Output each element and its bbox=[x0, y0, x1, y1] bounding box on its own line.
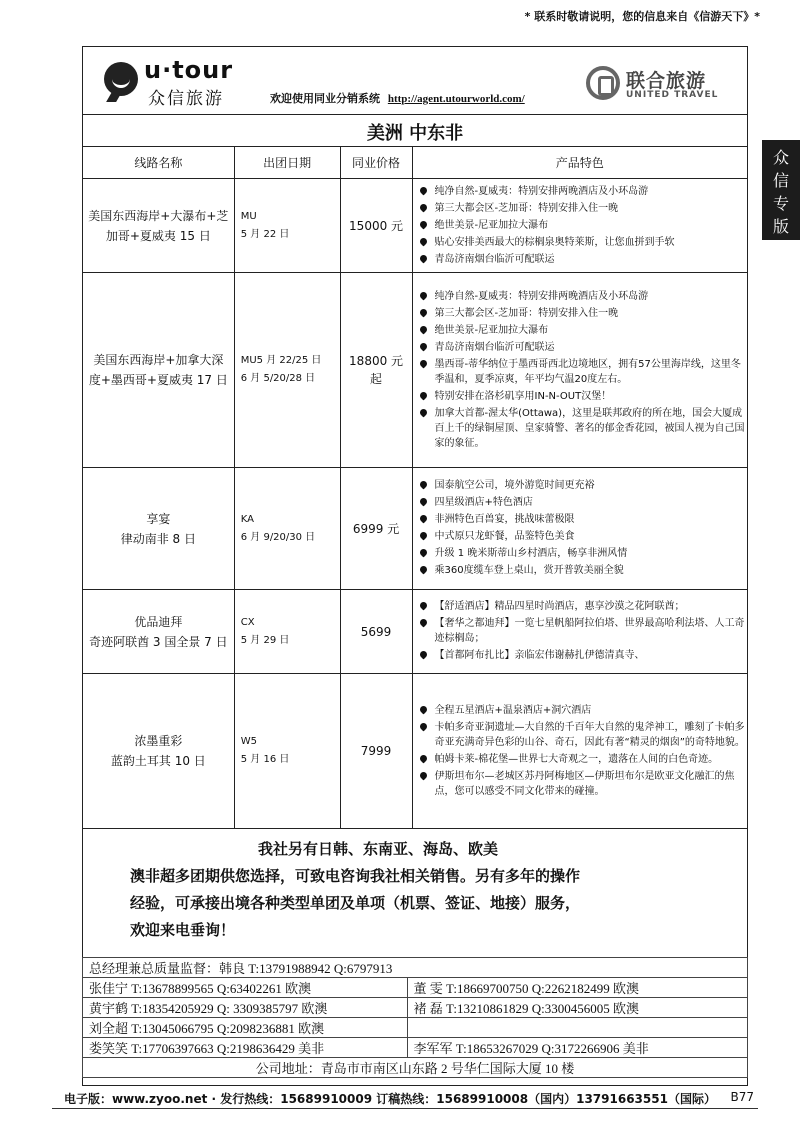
table-row bbox=[83, 674, 748, 829]
feature-item: 四星级酒店+特色酒店 bbox=[419, 495, 745, 510]
feature-item: 绝世美景-尼亚加拉大瀑布 bbox=[419, 323, 745, 338]
contact-cell: 李军军 T:18653267029 Q:3172266906 美非 bbox=[407, 1038, 747, 1058]
date-line: W5 bbox=[240, 736, 257, 747]
price-line: 5699 bbox=[360, 624, 392, 639]
feature-item: 伊斯坦布尔—老城区苏丹阿梅地区—伊斯坦布尔是欧亚文化融汇的焦点，您可以感受不同文化带来的碰撞。 bbox=[419, 769, 745, 799]
price bbox=[340, 590, 412, 674]
section-title: 美洲 中东非 bbox=[82, 114, 748, 145]
route-name-line: 律动南非 8 日 bbox=[120, 531, 196, 546]
contact-cell: 张佳宁 T:13678899565 Q:63402261 欧澳 bbox=[83, 978, 408, 998]
date-line: MU bbox=[240, 210, 257, 222]
route-name-line: 加哥+夏威夷 15 日 bbox=[105, 228, 211, 243]
depart-date bbox=[234, 273, 340, 468]
contact-row bbox=[83, 998, 748, 1018]
table-header-row bbox=[83, 147, 748, 179]
contact-row bbox=[83, 958, 748, 978]
price-line: 6999 元 bbox=[352, 521, 400, 536]
date-line: 5 月 22 日 bbox=[240, 228, 290, 240]
features bbox=[412, 674, 747, 829]
company-address: 公司地址：青岛市市南区山东路 2 号华仁国际大厦 10 楼 bbox=[83, 1058, 748, 1078]
depart-date bbox=[234, 468, 340, 590]
route-name bbox=[83, 179, 235, 273]
united-travel-emblem-icon bbox=[586, 66, 620, 100]
feature-item: 国泰航空公司，境外游览时间更充裕 bbox=[419, 478, 745, 493]
feature-item: 乘360度缆车登上桌山，赏开普敦美丽全貌 bbox=[419, 563, 745, 578]
route-name-line: 奇迹阿联酋 3 国全景 7 日 bbox=[89, 634, 228, 649]
table-row bbox=[83, 179, 748, 273]
promo-text bbox=[130, 836, 730, 944]
table-row bbox=[83, 468, 748, 590]
date-line: MU5 月 22/25 日 bbox=[240, 355, 322, 366]
contact-cell bbox=[407, 1018, 747, 1038]
header-price: 同业价格 bbox=[340, 147, 412, 179]
date-line: CX bbox=[240, 616, 255, 628]
price bbox=[340, 179, 412, 273]
contact-cell: 褚 磊 T:13210861829 Q:3300456005 欧澳 bbox=[407, 998, 747, 1018]
page-number: B77 bbox=[730, 1090, 754, 1104]
feature-item: 全程五星酒店+温泉酒店+洞穴酒店 bbox=[419, 703, 745, 718]
promo-line: 澳非超多团期供您选择，可致电咨询我社相关销售。另有多年的操作 bbox=[130, 867, 581, 885]
contact-row bbox=[83, 978, 748, 998]
feature-item: 非洲特色百兽宴，挑战味蕾极限 bbox=[419, 512, 745, 527]
route-name bbox=[83, 674, 235, 829]
welcome-line bbox=[270, 90, 525, 106]
features bbox=[412, 590, 747, 674]
header-depart-date: 出团日期 bbox=[234, 147, 340, 179]
footer-divider bbox=[52, 1108, 758, 1109]
depart-date bbox=[234, 179, 340, 273]
feature-item: 纯净自然-夏威夷：特别安排两晚酒店及小环岛游 bbox=[419, 289, 745, 304]
feature-item: 【奢华之都迪拜】一览七星帆船阿拉伯塔、世界最高哈利法塔、人工奇迹棕榈岛； bbox=[419, 616, 745, 646]
feature-item: 加拿大首都-渥太华(Ottawa)，这里是联邦政府的所在地，国会大厦成百上千的绿铜屋顶、皇家骑警、著名的郁金香花园，被国人视为自己国家的象征。 bbox=[419, 406, 745, 451]
footer-text: 电子版：www.zyoo.net · 发行热线：15689910009 订稿热线：15689910008（国内）13791663551（国际） bbox=[64, 1092, 716, 1106]
contact-row bbox=[83, 1038, 748, 1058]
contact-cell: 娄笑笑 T:17706397663 Q:2198636429 美非 bbox=[83, 1038, 408, 1058]
price-line: 起 bbox=[370, 372, 383, 386]
feature-item: 第三大都会区-芝加哥：特别安排入住一晚 bbox=[419, 201, 745, 216]
feature-item: 青岛济南烟台临沂可配联运 bbox=[419, 252, 745, 267]
feature-item: 【舒适酒店】精品四星时尚酒店，惠享沙漠之花阿联酋； bbox=[419, 599, 745, 614]
feature-item: 升级 1 晚米斯蒂山乡村酒店，畅享非洲风情 bbox=[419, 546, 745, 561]
side-tab bbox=[762, 140, 800, 240]
date-line: 5 月 16 日 bbox=[240, 754, 290, 765]
header-route-name: 线路名称 bbox=[83, 147, 235, 179]
date-line: 6 月 9/20/30 日 bbox=[240, 531, 316, 543]
price bbox=[340, 273, 412, 468]
depart-date bbox=[234, 674, 340, 829]
speech-bubble-icon bbox=[104, 62, 138, 96]
utour-logo-en: u·tour bbox=[144, 56, 234, 84]
header-features: 产品特色 bbox=[412, 147, 747, 179]
price-line: 15000 元 bbox=[349, 218, 404, 233]
contact-row bbox=[83, 1058, 748, 1078]
feature-item: 绝世美景-尼亚加拉大瀑布 bbox=[419, 218, 745, 233]
utour-logo bbox=[104, 56, 234, 109]
price-line: 7999 bbox=[360, 744, 392, 758]
contact-cell: 刘全超 T:13045066795 Q:2098236881 欧澳 bbox=[83, 1018, 408, 1038]
promo-line: 我社另有日韩、东南亚、海岛、欧美 bbox=[258, 840, 499, 858]
feature-item: 纯净自然-夏威夷：特别安排两晚酒店及小环岛游 bbox=[419, 184, 745, 199]
feature-item: 卡帕多奇亚洞遗址—大自然的千百年大自然的鬼斧神工，雕刻了卡帕多奇亚充满奇异色彩的山谷、奇石，因此有著“精灵的烟囱”的奇特地貌。 bbox=[419, 720, 745, 750]
promo-line: 欢迎来电垂询！ bbox=[130, 921, 236, 939]
route-name bbox=[83, 468, 235, 590]
manager-contact: 总经理兼总质量监督：韩良 T:13791988942 Q:6797913 bbox=[83, 958, 748, 978]
route-name-line: 度+墨西哥+夏威夷 17 日 bbox=[88, 373, 228, 387]
date-line: 5 月 29 日 bbox=[240, 634, 290, 646]
side-tab-char: 众 bbox=[772, 148, 789, 167]
price-line: 18800 元 bbox=[349, 354, 404, 368]
feature-item: 青岛济南烟台临沂可配联运 bbox=[419, 340, 745, 355]
price bbox=[340, 674, 412, 829]
united-travel-logo bbox=[586, 66, 726, 106]
feature-item: 中式原只龙虾餐，品鉴特色美食 bbox=[419, 529, 745, 544]
route-name-line: 蓝韵土耳其 10 日 bbox=[110, 754, 206, 768]
contact-cell: 黄宇鹤 T:18354205929 Q: 3309385797 欧澳 bbox=[83, 998, 408, 1018]
feature-item: 特别安排在洛杉矶享用IN-N-OUT汉堡！ bbox=[419, 389, 745, 404]
source-notice: * 联系时敬请说明，您的信息来自《信游天下》* bbox=[524, 10, 760, 23]
utour-logo-cn: 众信旅游 bbox=[148, 89, 224, 109]
feature-item: 第三大都会区-芝加哥：特别安排入住一晚 bbox=[419, 306, 745, 321]
price bbox=[340, 468, 412, 590]
route-name-line: 优品迪拜 bbox=[134, 614, 183, 629]
depart-date bbox=[234, 590, 340, 674]
promo-line: 经验，可承接出境各种类型单团及单项（机票、签证、地接）服务， bbox=[130, 894, 581, 912]
feature-item: 贴心安排美西最大的棕榈泉奥特莱斯，让您血拼到手软 bbox=[419, 235, 745, 250]
contacts-table bbox=[82, 957, 748, 1078]
welcome-text: 欢迎使用同业分销系统 bbox=[270, 92, 380, 105]
date-line: 6 月 5/20/28 日 bbox=[240, 373, 316, 384]
side-tab-char: 专 bbox=[772, 194, 789, 213]
feature-item: 【首都阿布扎比】亲临宏伟谢赫扎伊德清真寺、 bbox=[419, 648, 745, 663]
table-row bbox=[83, 273, 748, 468]
feature-item: 墨西哥-蒂华纳位于墨西哥西北边境地区，拥有57公里海岸线，这里冬季温和，夏季凉爽，年平均气温20度左右。 bbox=[419, 357, 745, 387]
route-name bbox=[83, 273, 235, 468]
agent-url-link[interactable]: http://agent.utourworld.com/ bbox=[387, 93, 525, 105]
united-travel-en: UNITED TRAVEL bbox=[626, 90, 719, 100]
feature-item: 帕姆卡莱-棉花堡—世界七大奇观之一，遗落在人间的白色奇迹。 bbox=[419, 752, 745, 767]
route-name-line: 美国东西海岸+大瀑布+芝 bbox=[88, 208, 229, 223]
features bbox=[412, 273, 747, 468]
side-tab-char: 信 bbox=[772, 171, 789, 190]
route-name bbox=[83, 590, 235, 674]
side-tab-char: 版 bbox=[772, 217, 789, 236]
route-name-line: 浓墨重彩 bbox=[134, 734, 183, 748]
date-line: KA bbox=[240, 513, 254, 525]
contact-row bbox=[83, 1018, 748, 1038]
contact-cell: 董 雯 T:18669700750 Q:2262182499 欧澳 bbox=[407, 978, 747, 998]
route-name-line: 美国东西海岸+加拿大深 bbox=[93, 353, 224, 367]
features bbox=[412, 468, 747, 590]
united-travel-cn: 联合旅游 bbox=[626, 70, 707, 92]
routes-table bbox=[82, 146, 748, 829]
route-name-line: 享宴 bbox=[146, 511, 171, 526]
features bbox=[412, 179, 747, 273]
footer bbox=[64, 1090, 754, 1107]
table-row bbox=[83, 590, 748, 674]
